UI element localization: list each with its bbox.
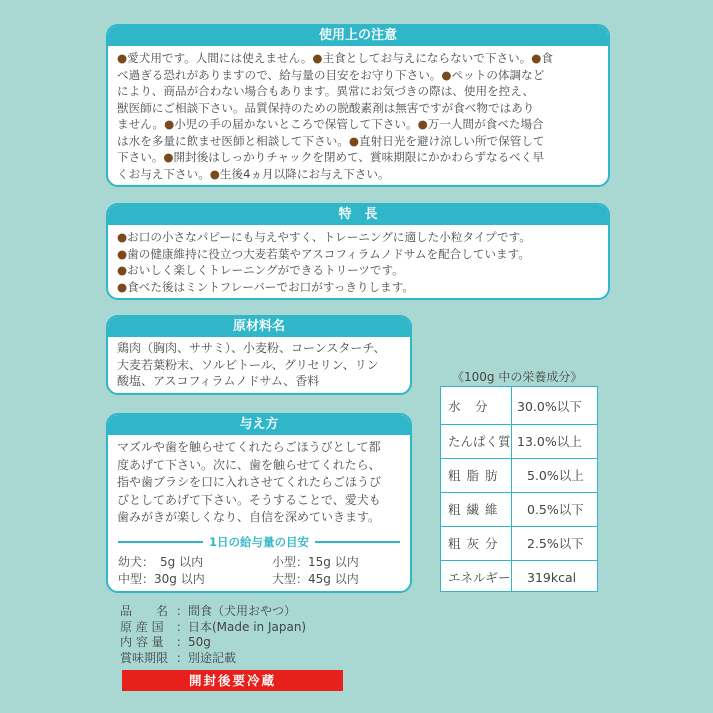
nutrition-label: エネルギー bbox=[448, 570, 511, 585]
feeding-title: 与え方 bbox=[108, 415, 410, 435]
product-row bbox=[120, 604, 306, 620]
amount-large: 大型：45g 以内 bbox=[272, 572, 359, 586]
nutrition-value: 319kcal bbox=[527, 569, 577, 585]
feature-item: ●お口の小さなパピーにも与えやすく、トレーニングに適した小粒タイプです。 bbox=[117, 230, 531, 244]
nutrition-value: 13.0%以上 bbox=[517, 434, 582, 449]
feeding-section bbox=[106, 413, 412, 593]
feeding-line: 度あげて下さい。次に、歯を触らせてくれたら、 bbox=[117, 457, 381, 472]
caution-section bbox=[106, 24, 610, 187]
caution-line: ません。●小児の手の届かないところで保管して下さい。●万一人間が食べた場合 bbox=[117, 117, 544, 131]
ingredients-line: 酸塩、アスコフィラムノドサム、香料 bbox=[117, 374, 320, 388]
nutrition-label: 粗 繊 維 bbox=[448, 502, 499, 517]
divider bbox=[315, 541, 400, 543]
nutrition-row bbox=[441, 458, 597, 492]
amount-puppy: 幼犬： 5g 以内 bbox=[118, 555, 204, 569]
ingredients-section bbox=[106, 315, 412, 395]
feeding-line: マズルや歯を触らせてくれたらごほうびとして都 bbox=[117, 440, 381, 454]
caution-line: は水を多量に飲ませ医師と相談して下さい。●直射日光を避け涼しい所で保管して bbox=[117, 133, 545, 148]
product-value: ：間食（犬用おやつ） bbox=[176, 604, 297, 618]
nutrition-value: 0.5%以下 bbox=[527, 502, 584, 517]
feeding-text bbox=[117, 439, 402, 527]
product-row bbox=[120, 635, 306, 651]
ingredients-line: 鶏肉（胸肉、ササミ）、小麦粉、コーンスターチ、 bbox=[117, 341, 386, 355]
caution-title: 使用上の注意 bbox=[108, 26, 608, 46]
nutrition-label: 水 分 bbox=[448, 399, 489, 414]
nutrition-value: 30.0%以下 bbox=[517, 399, 582, 414]
caution-line: により、商品が合わない場合もあります。異常にお気づきの際は、使用を控え、 bbox=[117, 84, 535, 98]
feature-item: ●おいしく楽しくトレーニングができるトリーツです。 bbox=[117, 263, 404, 277]
ingredients-text bbox=[117, 340, 402, 390]
nutrition-value: 2.5%以下 bbox=[527, 536, 584, 551]
amount-medium: 中型：30g 以内 bbox=[118, 572, 205, 586]
ingredients-title: 原材料名 bbox=[108, 317, 410, 337]
amount-column-left bbox=[118, 554, 205, 588]
caution-line: ●愛犬用です。人間には使えません。●主食としてお与えにならないで下さい。●食 bbox=[117, 51, 553, 65]
product-label: 品 名 bbox=[120, 604, 169, 618]
feeding-line: びとしてあげて下さい。そうすることで、愛犬も bbox=[117, 492, 381, 507]
divider bbox=[118, 541, 203, 543]
features-title: 特 長 bbox=[108, 205, 608, 225]
caution-text bbox=[117, 50, 600, 182]
product-label: 内 容 量 bbox=[120, 635, 164, 649]
caution-line: くお与え下さい。●生後4ヵ月以降にお与え下さい。 bbox=[117, 166, 390, 181]
daily-amount-title: 1日の給与量の目安 bbox=[209, 535, 310, 549]
features-text bbox=[117, 229, 600, 295]
caution-line: べ過ぎる恐れがありますので、給与量の目安をお守り下さい。●ペットの体調など bbox=[117, 67, 545, 82]
product-value: ：別途記載 bbox=[176, 650, 237, 665]
nutrition-row bbox=[441, 492, 597, 526]
product-value: ：日本(Made in Japan) bbox=[176, 619, 307, 634]
nutrition-row bbox=[441, 424, 597, 458]
ingredients-line: 大麦若葉粉末、ソルビトール、グリセリン、リン bbox=[117, 357, 379, 372]
nutrition-row bbox=[441, 526, 597, 560]
daily-amount-header bbox=[118, 534, 400, 550]
nutrition-label: 粗 灰 分 bbox=[448, 536, 499, 551]
amount-small: 小型：15g 以内 bbox=[272, 555, 359, 569]
nutrition-row bbox=[441, 389, 597, 423]
feeding-line: 指や歯ブラシを口に入れさせてくれたらごほうび bbox=[117, 475, 382, 489]
nutrition-table bbox=[440, 386, 598, 592]
feature-item: ●食べた後はミントフレーバーでお口がすっきりします。 bbox=[117, 279, 414, 294]
amount-column-right bbox=[272, 554, 359, 588]
product-label: 原 産 国 bbox=[120, 619, 164, 634]
feature-item: ●歯の健康維持に役立つ大麦若葉やアスコフィラムノドサムを配合しています。 bbox=[117, 246, 530, 261]
features-section bbox=[106, 203, 610, 300]
nutrition-value: 5.0%以上 bbox=[527, 468, 584, 483]
caution-line: 下さい。●開封後はしっかりチャックを閉めて、賞味期限にかかわらずなるべく早 bbox=[117, 150, 544, 164]
product-row bbox=[120, 651, 306, 667]
product-row bbox=[120, 620, 306, 636]
refrigerate-banner: 開封後要冷蔵 bbox=[122, 670, 343, 691]
nutrition-title: 《100g 中の栄養成分》 bbox=[452, 370, 583, 384]
nutrition-row bbox=[441, 560, 597, 594]
product-info bbox=[120, 604, 306, 666]
product-value: ：50g bbox=[176, 635, 211, 649]
caution-line: 獣医師にご相談下さい。品質保持のための脱酸素剤は無害ですが食べ物ではあり bbox=[117, 100, 535, 115]
nutrition-label: 粗 脂 肪 bbox=[448, 468, 499, 483]
feeding-line: 歯みがきが楽しくなり、自信を深めていきます。 bbox=[117, 510, 381, 524]
product-label: 賞味期限 bbox=[120, 650, 169, 665]
nutrition-label: たんぱく質 bbox=[448, 434, 511, 449]
